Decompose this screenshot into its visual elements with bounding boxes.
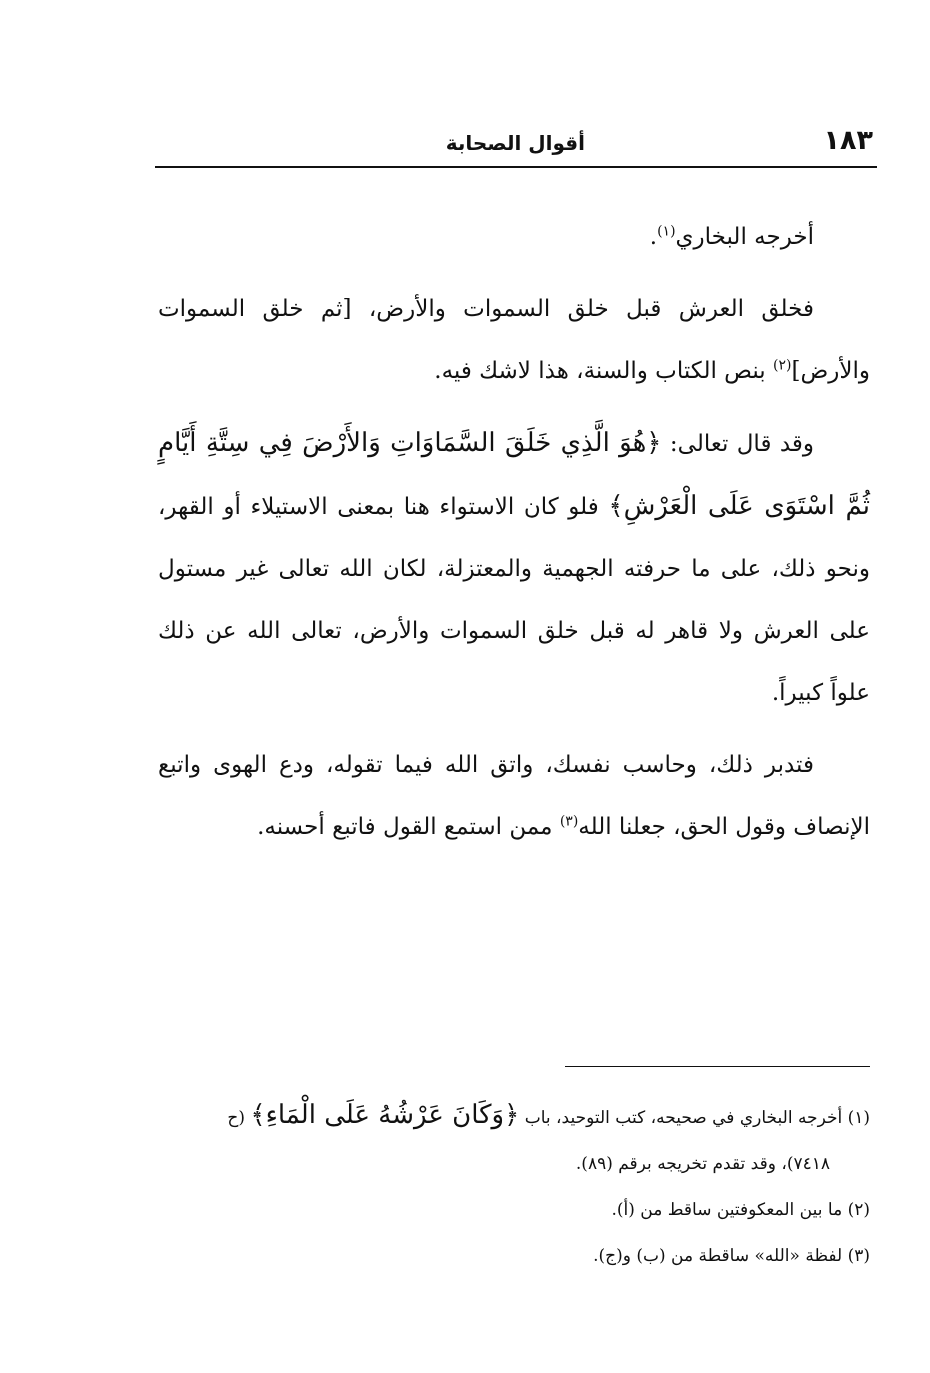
p1-end: . (649, 224, 658, 250)
paragraph-2 (158, 278, 870, 402)
footnote-separator (565, 1066, 870, 1067)
fn1-text-b: (ح (227, 1108, 251, 1128)
footnote-1 (158, 1092, 870, 1141)
footnote-1-continued: ٧٤١٨)، وقد تقدم تخريجه برقم (٨٩). (575, 1154, 830, 1174)
footnote-3: (٣) لفظة «الله» ساقطة من (ب) و(ج). (593, 1246, 870, 1266)
running-title: أقوال الصحابة (445, 131, 585, 155)
footnote-2: (٢) ما بين المعكوفتين ساقط من (أ). (611, 1200, 870, 1220)
p2-text-b: بنص الكتاب والسنة، هذا لاشك فيه. (434, 358, 774, 384)
main-text (158, 206, 870, 868)
p2-text-a: فخلق العرش قبل خلق السموات والأرض، [ثم خلق السموات والأرض] (158, 296, 870, 384)
paragraph-4 (158, 734, 870, 858)
footnote-ref-2: (٢) (773, 357, 792, 374)
p4-text-b: ممن استمع القول فاتبع أحسنه. (257, 814, 560, 840)
p1-text: أخرجه البخاري (675, 224, 814, 250)
page-number: ١٨٣ (823, 125, 873, 156)
p3-rest: فلو كان الاستواء هنا بمعنى الاستيلاء أو القهر، ونحو ذلك، على ما حرفته الجهمية والمعتزلة، لكان الله تعالى غير مستول على العرش ولا قاهر له قبل خلق السموات والأرض، تعالى الله عن ذلك علواً كبيراً. (158, 494, 870, 706)
footnote-ref-3: (٣) (559, 813, 579, 830)
fn1-quran: ﴿وَكَانَ عَرْشُهُ عَلَى الْمَاءِ﴾ (250, 1100, 520, 1130)
paragraph-3 (158, 412, 870, 724)
page-header (155, 118, 877, 168)
footnote-ref-1: (١) (657, 223, 676, 240)
p4-text-a: فتدبر ذلك، وحاسب نفسك، واتق الله فيما تقوله، ودع الهوى واتبع الإنصاف وقول الحق، جعلنا الله (158, 752, 870, 840)
fn1-text-a: (١) أخرجه البخاري في صحيحه، كتب التوحيد، باب (519, 1108, 870, 1128)
paragraph-1 (158, 206, 870, 268)
p3-lead: وقد قال تعالى: (661, 431, 814, 457)
footnotes (158, 1092, 870, 1279)
quran-verse: ﴿هُوَ الَّذِي خَلَقَ السَّمَاوَاتِ وَالأَرْضَ فِي سِتَّةِ أَيَّامٍ ثُمَّ اسْتَوَى عَلَى الْعَرْشِ﴾ (158, 428, 870, 521)
